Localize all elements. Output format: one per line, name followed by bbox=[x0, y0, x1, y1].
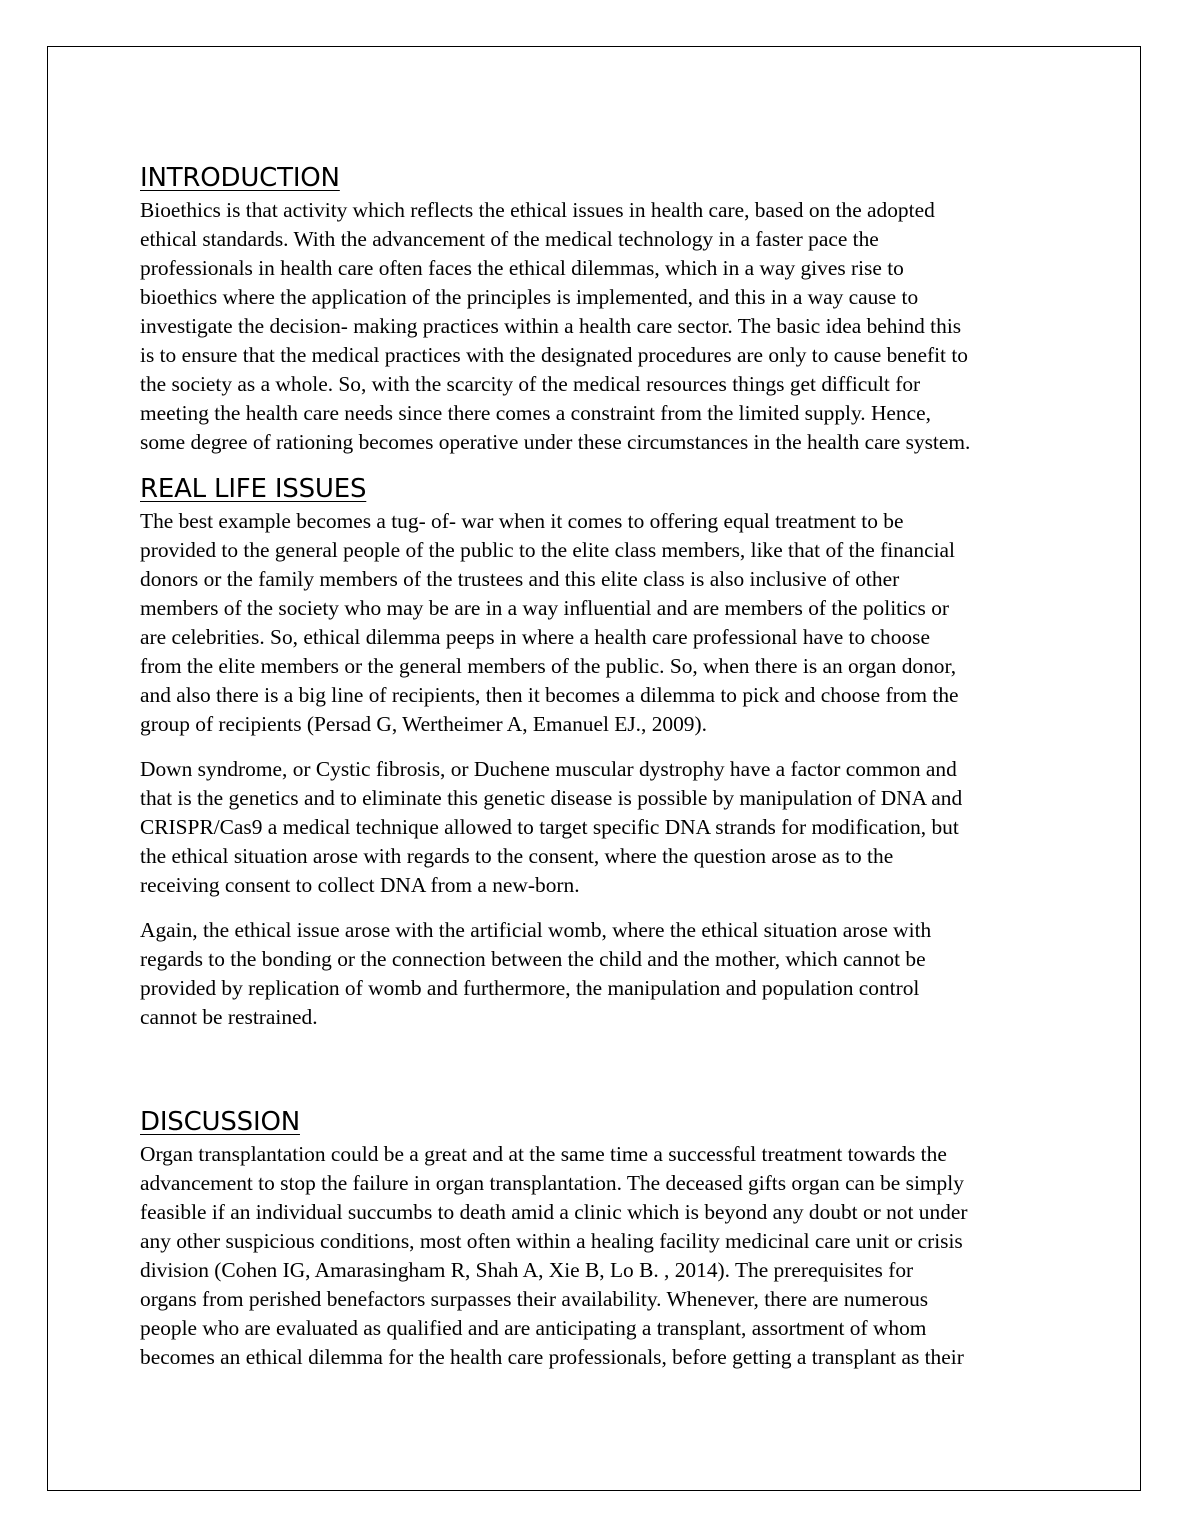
text-line: the society as a whole. So, with the scarcity of the medical resources things get difficult for bbox=[140, 372, 921, 396]
text-line: that is the genetics and to eliminate this genetic disease is possible by manipulation of DNA and bbox=[140, 786, 963, 810]
text-line: Again, the ethical issue arose with the artificial womb, where the ethical situation arose with bbox=[140, 918, 932, 942]
text-line: CRISPR/Cas9 a medical technique allowed to target specific DNA strands for modification, but bbox=[140, 815, 959, 839]
text-line: organs from perished benefactors surpasses their availability. Whenever, there are numerous bbox=[140, 1287, 929, 1311]
text-line: professionals in health care often faces the ethical dilemmas, which in a way gives rise to bbox=[140, 256, 904, 280]
document-body bbox=[140, 160, 1055, 1372]
text-line: division (Cohen IG, Amarasingham R, Shah A, Xie B, Lo B. , 2014). The prerequisites for bbox=[140, 1258, 914, 1282]
text-line: are celebrities. So, ethical dilemma peeps in where a health care professional have to choose bbox=[140, 625, 930, 649]
paragraph-real-life-2 bbox=[140, 755, 1055, 900]
text-line: from the elite members or the general members of the public. So, when there is an organ donor, bbox=[140, 654, 957, 678]
text-line: feasible if an individual succumbs to death amid a clinic which is beyond any doubt or not under bbox=[140, 1200, 968, 1224]
heading-real-life-issues: REAL LIFE ISSUES bbox=[140, 474, 367, 504]
text-line: people who are evaluated as qualified and are anticipating a transplant, assortment of whom bbox=[140, 1316, 927, 1340]
heading-discussion: DISCUSSION bbox=[140, 1107, 300, 1137]
text-line: and also there is a big line of recipients, then it becomes a dilemma to pick and choose from the bbox=[140, 683, 959, 707]
text-line: Down syndrome, or Cystic fibrosis, or Duchene muscular dystrophy have a factor common and bbox=[140, 757, 957, 781]
text-line: regards to the bonding or the connection between the child and the mother, which cannot be bbox=[140, 947, 926, 971]
paragraph-real-life-3 bbox=[140, 916, 1055, 1032]
text-line: bioethics where the application of the principles is implemented, and this in a way cause to bbox=[140, 285, 919, 309]
text-line: members of the society who may be are in a way influential and are members of the politics or bbox=[140, 596, 950, 620]
text-line: meeting the health care needs since there comes a constraint from the limited supply. Hence, bbox=[140, 401, 931, 425]
text-line: cannot be restrained. bbox=[140, 1005, 318, 1029]
paragraph-real-life-1 bbox=[140, 507, 1055, 739]
paragraph-introduction-1 bbox=[140, 196, 1055, 457]
text-line: receiving consent to collect DNA from a new-born. bbox=[140, 873, 580, 897]
text-line: Organ transplantation could be a great and at the same time a successful treatment towards the bbox=[140, 1142, 947, 1166]
text-line: investigate the decision- making practices within a health care sector. The basic idea behind this bbox=[140, 314, 962, 338]
text-line: some degree of rationing becomes operative under these circumstances in the health care system. bbox=[140, 430, 971, 454]
text-line: group of recipients (Persad G, Wertheimer A, Emanuel EJ., 2009). bbox=[140, 712, 707, 736]
text-line: donors or the family members of the trustees and this elite class is also inclusive of other bbox=[140, 567, 900, 591]
text-line: provided to the general people of the public to the elite class members, like that of the financial bbox=[140, 538, 955, 562]
text-line: Bioethics is that activity which reflects the ethical issues in health care, based on the adopted bbox=[140, 198, 935, 222]
text-line: any other suspicious conditions, most often within a healing facility medicinal care unit or crisis bbox=[140, 1229, 963, 1253]
text-line: ethical standards. With the advancement of the medical technology in a faster pace the bbox=[140, 227, 879, 251]
paragraph-discussion-1 bbox=[140, 1140, 1055, 1372]
text-line: provided by replication of womb and furthermore, the manipulation and population control bbox=[140, 976, 920, 1000]
text-line: becomes an ethical dilemma for the health care professionals, before getting a transplant as their bbox=[140, 1345, 964, 1369]
text-line: advancement to stop the failure in organ transplantation. The deceased gifts organ can be simply bbox=[140, 1171, 964, 1195]
text-line: The best example becomes a tug- of- war when it comes to offering equal treatment to be bbox=[140, 509, 904, 533]
text-line: the ethical situation arose with regards to the consent, where the question arose as to the bbox=[140, 844, 894, 868]
text-line: is to ensure that the medical practices with the designated procedures are only to cause benefit to bbox=[140, 343, 968, 367]
heading-introduction: INTRODUCTION bbox=[140, 163, 340, 193]
